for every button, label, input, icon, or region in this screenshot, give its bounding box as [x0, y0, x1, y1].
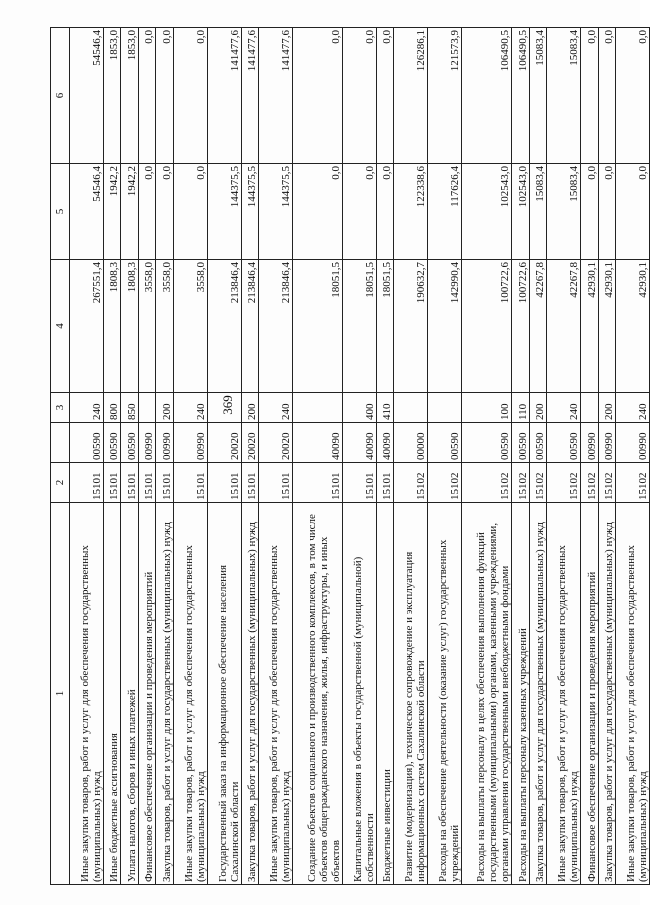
cell-code1: 15101 — [103, 463, 121, 503]
cell-vr — [428, 393, 462, 423]
cell-name: Иные закупки товаров, работ и услуг для обеспечения государственных (муниципальных) нужд — [259, 503, 293, 885]
cell-vr — [138, 393, 156, 423]
header-cell: 5 — [51, 164, 70, 260]
cell-v6: 141477,6 — [241, 28, 259, 164]
cell-v5: 0,0 — [343, 164, 377, 260]
cell-v5: 144375,5 — [241, 164, 259, 260]
cell-v4: 18051,5 — [293, 260, 343, 393]
cell-code2: 00990 — [580, 423, 598, 463]
table-row — [138, 28, 156, 885]
cell-code2: 20020 — [207, 423, 241, 463]
table-row — [103, 28, 121, 885]
cell-code2: 00000 — [394, 423, 428, 463]
table-row — [241, 28, 259, 885]
cell-code2: 00590 — [547, 423, 581, 463]
cell-v5: 1942,2 — [103, 164, 121, 260]
cell-vr: 240 — [547, 393, 581, 423]
cell-name: Иные закупки товаров, работ и услуг для обеспечения государственных (муниципальных) нужд — [174, 503, 208, 885]
cell-v6: 0,0 — [174, 28, 208, 164]
table-row — [156, 28, 174, 885]
cell-code1: 15102 — [461, 463, 511, 503]
cell-v4: 142990,4 — [428, 260, 462, 393]
cell-vr — [580, 393, 598, 423]
cell-v4: 3558,0 — [156, 260, 174, 393]
table-row — [394, 28, 428, 885]
cell-vr: 110 — [512, 393, 530, 423]
cell-name: Иные бюджетные ассигнования — [103, 503, 121, 885]
cell-v6: 0,0 — [156, 28, 174, 164]
cell-name: Иные закупки товаров, работ и услуг для обеспечения государственных (муниципальных) нужд — [69, 503, 103, 885]
cell-name: Бюджетные инвестиции — [376, 503, 394, 885]
cell-code2: 00990 — [598, 423, 616, 463]
table-row — [428, 28, 462, 885]
cell-v5: 0,0 — [580, 164, 598, 260]
cell-code2: 00590 — [529, 423, 547, 463]
table-row — [207, 28, 241, 885]
header-cell: 4 — [51, 260, 70, 393]
table-row — [121, 28, 139, 885]
cell-code1: 15102 — [598, 463, 616, 503]
cell-v4: 1808,3 — [121, 260, 139, 393]
cell-vr: 410 — [376, 393, 394, 423]
table-row — [461, 28, 511, 885]
table-row — [69, 28, 103, 885]
cell-v5: 0,0 — [174, 164, 208, 260]
cell-code2: 00590 — [69, 423, 103, 463]
cell-code2: 00990 — [616, 423, 650, 463]
cell-v4: 213846,4 — [207, 260, 241, 393]
table-row — [174, 28, 208, 885]
cell-v6: 15083,4 — [547, 28, 581, 164]
cell-v4: 42930,1 — [580, 260, 598, 393]
cell-vr: 240 — [259, 393, 293, 423]
rotated-table-wrapper — [50, 27, 650, 885]
cell-v5: 15083,4 — [547, 164, 581, 260]
cell-vr — [293, 393, 343, 423]
cell-code2: 00590 — [461, 423, 511, 463]
cell-name: Финансовое обеспечение организации и проведения мероприятий — [580, 503, 598, 885]
cell-code2: 00990 — [138, 423, 156, 463]
table-row — [293, 28, 343, 885]
table-row — [376, 28, 394, 885]
budget-table — [50, 27, 650, 885]
cell-v5: 144375,5 — [207, 164, 241, 260]
cell-v4: 42267,8 — [547, 260, 581, 393]
cell-code2: 20020 — [259, 423, 293, 463]
cell-code1: 15101 — [241, 463, 259, 503]
table-row — [343, 28, 377, 885]
cell-v4: 18051,5 — [343, 260, 377, 393]
cell-v4: 213846,4 — [259, 260, 293, 393]
cell-v4: 18051,5 — [376, 260, 394, 393]
cell-code2: 00590 — [103, 423, 121, 463]
cell-v6: 141477,6 — [207, 28, 241, 164]
cell-code1: 15101 — [376, 463, 394, 503]
cell-v6: 0,0 — [376, 28, 394, 164]
cell-code1: 15101 — [343, 463, 377, 503]
cell-name: Финансовое обеспечение организации и проведения мероприятий — [138, 503, 156, 885]
cell-v5: 1942,2 — [121, 164, 139, 260]
cell-code2: 00590 — [428, 423, 462, 463]
table-row — [580, 28, 598, 885]
cell-v4: 100722,6 — [512, 260, 530, 393]
cell-name: Капитальные вложения в объекты государственной (муниципальной) собственности — [343, 503, 377, 885]
cell-name: Создание объектов социального и производственного комплексов, в том числе объектов общегражданского назначения, жилья, инфраструктуры, и иных объектов — [293, 503, 343, 885]
table-row — [547, 28, 581, 885]
cell-v6: 141477,6 — [259, 28, 293, 164]
cell-vr: 200 — [156, 393, 174, 423]
cell-vr: 400 — [343, 393, 377, 423]
cell-code2: 00990 — [174, 423, 208, 463]
cell-vr: 240 — [616, 393, 650, 423]
cell-vr: 200 — [598, 393, 616, 423]
header-cell: 1 — [51, 503, 70, 885]
cell-vr — [394, 393, 428, 423]
cell-name: Уплата налогов, сборов и иных платежей — [121, 503, 139, 885]
table-row — [259, 28, 293, 885]
cell-vr — [207, 393, 241, 423]
cell-code1: 15101 — [207, 463, 241, 503]
cell-code1: 15101 — [69, 463, 103, 503]
cell-vr: 240 — [174, 393, 208, 423]
page-number: 369 — [220, 395, 235, 415]
cell-v5: 117626,4 — [428, 164, 462, 260]
cell-v4: 3558,0 — [174, 260, 208, 393]
table-body — [69, 28, 649, 885]
cell-name: Расходы на выплаты персоналу в целях обеспечения выполнения функций государственными (муниципальными) органами, казенными учреждениями, органами управления государственными внебюджетными фондами — [461, 503, 511, 885]
cell-v6: 0,0 — [138, 28, 156, 164]
cell-name: Государственный заказ на информационное обеспечение населения Сахалинской области — [207, 503, 241, 885]
cell-v6: 0,0 — [616, 28, 650, 164]
cell-v6: 106490,5 — [512, 28, 530, 164]
cell-v6: 15083,4 — [529, 28, 547, 164]
cell-code1: 15101 — [174, 463, 208, 503]
cell-name: Расходы на обеспечение деятельности (оказание услуг) государственных учреждений — [428, 503, 462, 885]
cell-name: Иные закупки товаров, работ и услуг для обеспечения государственных (муниципальных) нужд — [547, 503, 581, 885]
cell-v6: 1853,0 — [121, 28, 139, 164]
cell-v5: 102543,0 — [512, 164, 530, 260]
cell-v4: 42930,1 — [616, 260, 650, 393]
cell-code1: 15101 — [138, 463, 156, 503]
cell-vr: 100 — [461, 393, 511, 423]
cell-code1: 15101 — [156, 463, 174, 503]
cell-code1: 15102 — [547, 463, 581, 503]
cell-v4: 1808,3 — [103, 260, 121, 393]
cell-code1: 15101 — [293, 463, 343, 503]
cell-code1: 15102 — [580, 463, 598, 503]
cell-name: Закупка товаров, работ и услуг для государственных (муниципальных) нужд — [598, 503, 616, 885]
cell-v6: 106490,5 — [461, 28, 511, 164]
table-row — [598, 28, 616, 885]
cell-code1: 15102 — [529, 463, 547, 503]
cell-vr: 200 — [241, 393, 259, 423]
cell-code2: 40090 — [293, 423, 343, 463]
cell-code2: 00990 — [156, 423, 174, 463]
cell-v5: 0,0 — [138, 164, 156, 260]
table-row — [529, 28, 547, 885]
cell-v6: 1853,0 — [103, 28, 121, 164]
cell-code1: 15102 — [512, 463, 530, 503]
cell-vr: 200 — [529, 393, 547, 423]
cell-v4: 190632,7 — [394, 260, 428, 393]
cell-code1: 15102 — [428, 463, 462, 503]
header-cell: 6 — [51, 28, 70, 164]
cell-v4: 3558,0 — [138, 260, 156, 393]
cell-name: Закупка товаров, работ и услуг для государственных (муниципальных) нужд — [241, 503, 259, 885]
cell-v6: 54546,4 — [69, 28, 103, 164]
cell-name: Иные закупки товаров, работ и услуг для обеспечения государственных (муниципальных) нужд — [616, 503, 650, 885]
cell-name: Расходы на выплаты персоналу казенных учреждений — [512, 503, 530, 885]
header-cell: 3 — [51, 393, 70, 423]
cell-code2: 00590 — [121, 423, 139, 463]
cell-v6: 0,0 — [293, 28, 343, 164]
cell-code1: 15102 — [616, 463, 650, 503]
cell-code1: 15101 — [121, 463, 139, 503]
cell-name: Закупка товаров, работ и услуг для государственных (муниципальных) нужд — [529, 503, 547, 885]
cell-v6: 0,0 — [598, 28, 616, 164]
cell-v5: 0,0 — [293, 164, 343, 260]
cell-code1: 15101 — [259, 463, 293, 503]
cell-v5: 0,0 — [616, 164, 650, 260]
cell-v6: 121573,9 — [428, 28, 462, 164]
table-row — [616, 28, 650, 885]
cell-name: Развитие (модернизация), техническое сопровождение и эксплуатация информационных систем Сахалинской области — [394, 503, 428, 885]
cell-code2: 20020 — [241, 423, 259, 463]
cell-v6: 0,0 — [343, 28, 377, 164]
cell-v5: 144375,5 — [259, 164, 293, 260]
cell-v4: 42930,1 — [598, 260, 616, 393]
cell-code2: 40090 — [343, 423, 377, 463]
cell-v4: 267551,4 — [69, 260, 103, 393]
cell-vr: 850 — [121, 393, 139, 423]
cell-code1: 15102 — [394, 463, 428, 503]
cell-v5: 0,0 — [376, 164, 394, 260]
cell-v4: 100722,6 — [461, 260, 511, 393]
cell-v5: 0,0 — [598, 164, 616, 260]
cell-v4: 42267,8 — [529, 260, 547, 393]
cell-vr: 800 — [103, 393, 121, 423]
header-row — [51, 28, 70, 885]
cell-v4: 213846,4 — [241, 260, 259, 393]
cell-code2: 00590 — [512, 423, 530, 463]
header-cell: 2 — [51, 463, 70, 503]
cell-vr: 240 — [69, 393, 103, 423]
cell-code2: 40090 — [376, 423, 394, 463]
cell-name: Закупка товаров, работ и услуг для государственных (муниципальных) нужд — [156, 503, 174, 885]
cell-v5: 54546,4 — [69, 164, 103, 260]
cell-v5: 0,0 — [156, 164, 174, 260]
cell-v6: 126286,1 — [394, 28, 428, 164]
cell-v5: 122338,6 — [394, 164, 428, 260]
cell-v5: 102543,0 — [461, 164, 511, 260]
table-row — [512, 28, 530, 885]
cell-v5: 15083,4 — [529, 164, 547, 260]
header-cell — [51, 423, 70, 463]
cell-v6: 0,0 — [580, 28, 598, 164]
